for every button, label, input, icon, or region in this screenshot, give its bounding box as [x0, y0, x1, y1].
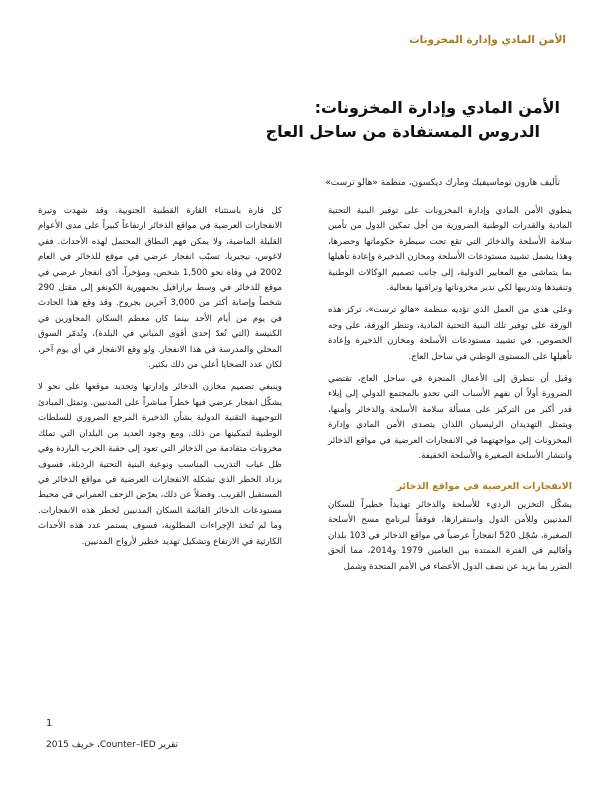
paragraph: ينطوي الأمن المادي وإدارة المخزونات على توفير البنية التحتية المادية والقدرات الوطنية الضرورية من أجل تمكين الدول من تأمين سلامة الأسلحة والذخائر التي تقع تحت سيطرة حكوماتها وحصرها، وهذا يشمل تشييد مستودعات الأسلحة ومخازن الذخيرة وإعادة تأهيلها بما يتماشى مع المعايير الدولية، إلى جانب تصميم الوكالات الوطنية وتنفيذها وتدريبها لكي تدير مخزوناتها وتراقبها بفعالية. [328, 206, 572, 294]
paragraph: كل قارة باستثناء القارة القطبية الجنوبية. وقد شهدت وتيرة الانفجارات العرضية في مواقع الذخائر ارتفاعاً كبيراً على مدى الأعوام القليلة الماضية، ولا يمكن فهم النطاق المحتمل لهذه الأحداث. ففي لاغوس، نيجيريا، تسبّب انفجار عرضي في موقع للذخائر في العام 2002 في وفاة نحو 1,500 شخص، ومؤخراً، أدّى انفجار عرضي في موقع للذخائر في وسط برازافيل بجمهورية الكونغو إلى مقتل 290 شخصاً وإصابة أكثر من 3,000 آخرين بجروح. وقد وقع هذا الحادث في يوم من أيام الأحد بينما كان معظم السكان المجاورين في الكنيسة (التي تُعدّ إحدى أقوى المباني في البلدة)، وتُدمّر السوق المحلي والمدرسة في هذا الانفجار. ولو وقع الانفجار في أي يوم آخر، لكان عدد الضحايا أعلى من ذلك بكثير. [38, 206, 282, 371]
article-title-block [60, 96, 560, 144]
paragraph: وينبغي تصميم مخازن الذخائر وإدارتها وتحديد موقعها على نحو لا يشكّل انفجار عرضي فيها خطراً مباشراً على المدنيين. وتمثل المبادئ التوجيهية التقنية الدولية بشأن الذخيرة المرجع الضروري للسلطات الوطنية لتمكينها من ذلك. ومع وجود العديد من البلدان التي تملك مخزونات متقادمة من الذخائر التي تعود إلى حقبة الحرب الباردة وفي ظل غياب التدريب المناسب ونوعية البنية التحتية الرديئة، فسوف يزداد الخطر الذي تشكله الانفجارات العرضية في مواقع الذخائر في المستقبل القريب. وفضلاً عن ذلك، يعرّض الزحف العمراني في محيط مستودعات الذخائر القائمة السكان المدنيين لخطر هذه الانفجارات. وما لم تُتخذ الإجراءات المطلوبة، فسوف يستمر عدد هذه الأحداث الكارثية في الارتفاع وتشكيل تهديد خطير لأرواح المدنيين. [38, 382, 282, 547]
publication-footer: تقرير Counter–IED، خريف 2015 [46, 740, 178, 750]
page-number: 1 [46, 718, 53, 729]
column-right [328, 204, 572, 582]
article-authors: تأليف هارون توماسيفيك ومارك ديكسون، منظمة «هالو ترست» [325, 178, 560, 188]
column-left [38, 204, 282, 557]
paragraph: وعلى هدي من العمل الذي تؤديه منظمة «هالو ترست»، تركز هذه الورقة على توفير تلك البنية التحتية المادية، وتنظر الورقة، على وجه الخصوص، في تشييد مستودعات الأسلحة ومخازن الذخيرة وإعادة تأهيلها على المستوى الوطني في ساحل العاج. [328, 305, 572, 362]
article-title: الأمن المادي وإدارة المخزونات: [314, 98, 560, 117]
paragraph: يشكّل التخزين الرديء للأسلحة والذخائر تهديداً خطيراً للسكان المدنيين وللأمن الدول واستقرارها، فوفقاً لبرنامج مسح الأسلحة الصغيرة، سُجّل 520 انفجاراً عرضياً في مواقع الذخائر في 103 بلدان وأقاليم في الفترة الممتدة بين العامين 1979 و2014، مما ألحق الضرر بما يزيد عن نصف الدول الأعضاء في الأمم المتحدة وشمل [328, 499, 572, 572]
article-subtitle: الدروس المستفادة من ساحل العاج [265, 122, 540, 141]
section-heading: الانفجارات العرضية في مواقع الذخائر [396, 480, 572, 492]
paragraph: وقبل أن نتطرق إلى الأعمال المنجزة في ساحل العاج، تقتضي الضرورة أولاً أن نفهم الأسباب التي تحدو بالمجتمع الدولي إلى إيلاء قدر أكبر من التركيز على مسألة سلامة الأسلحة والذخائر وأمنها، ويتمثل التهديدان الرئيسيان اللذان يتصدى الأمن المادي وإدارة المخزونات إلى مواجهتهما في الانفجارات العرضية في مواقع الذخائر وانتشار الأسلحة الصغيرة والأسلحة الخفيفة. [328, 374, 572, 462]
running-header: الأمن المادي وإدارة المخزونات [409, 34, 566, 46]
